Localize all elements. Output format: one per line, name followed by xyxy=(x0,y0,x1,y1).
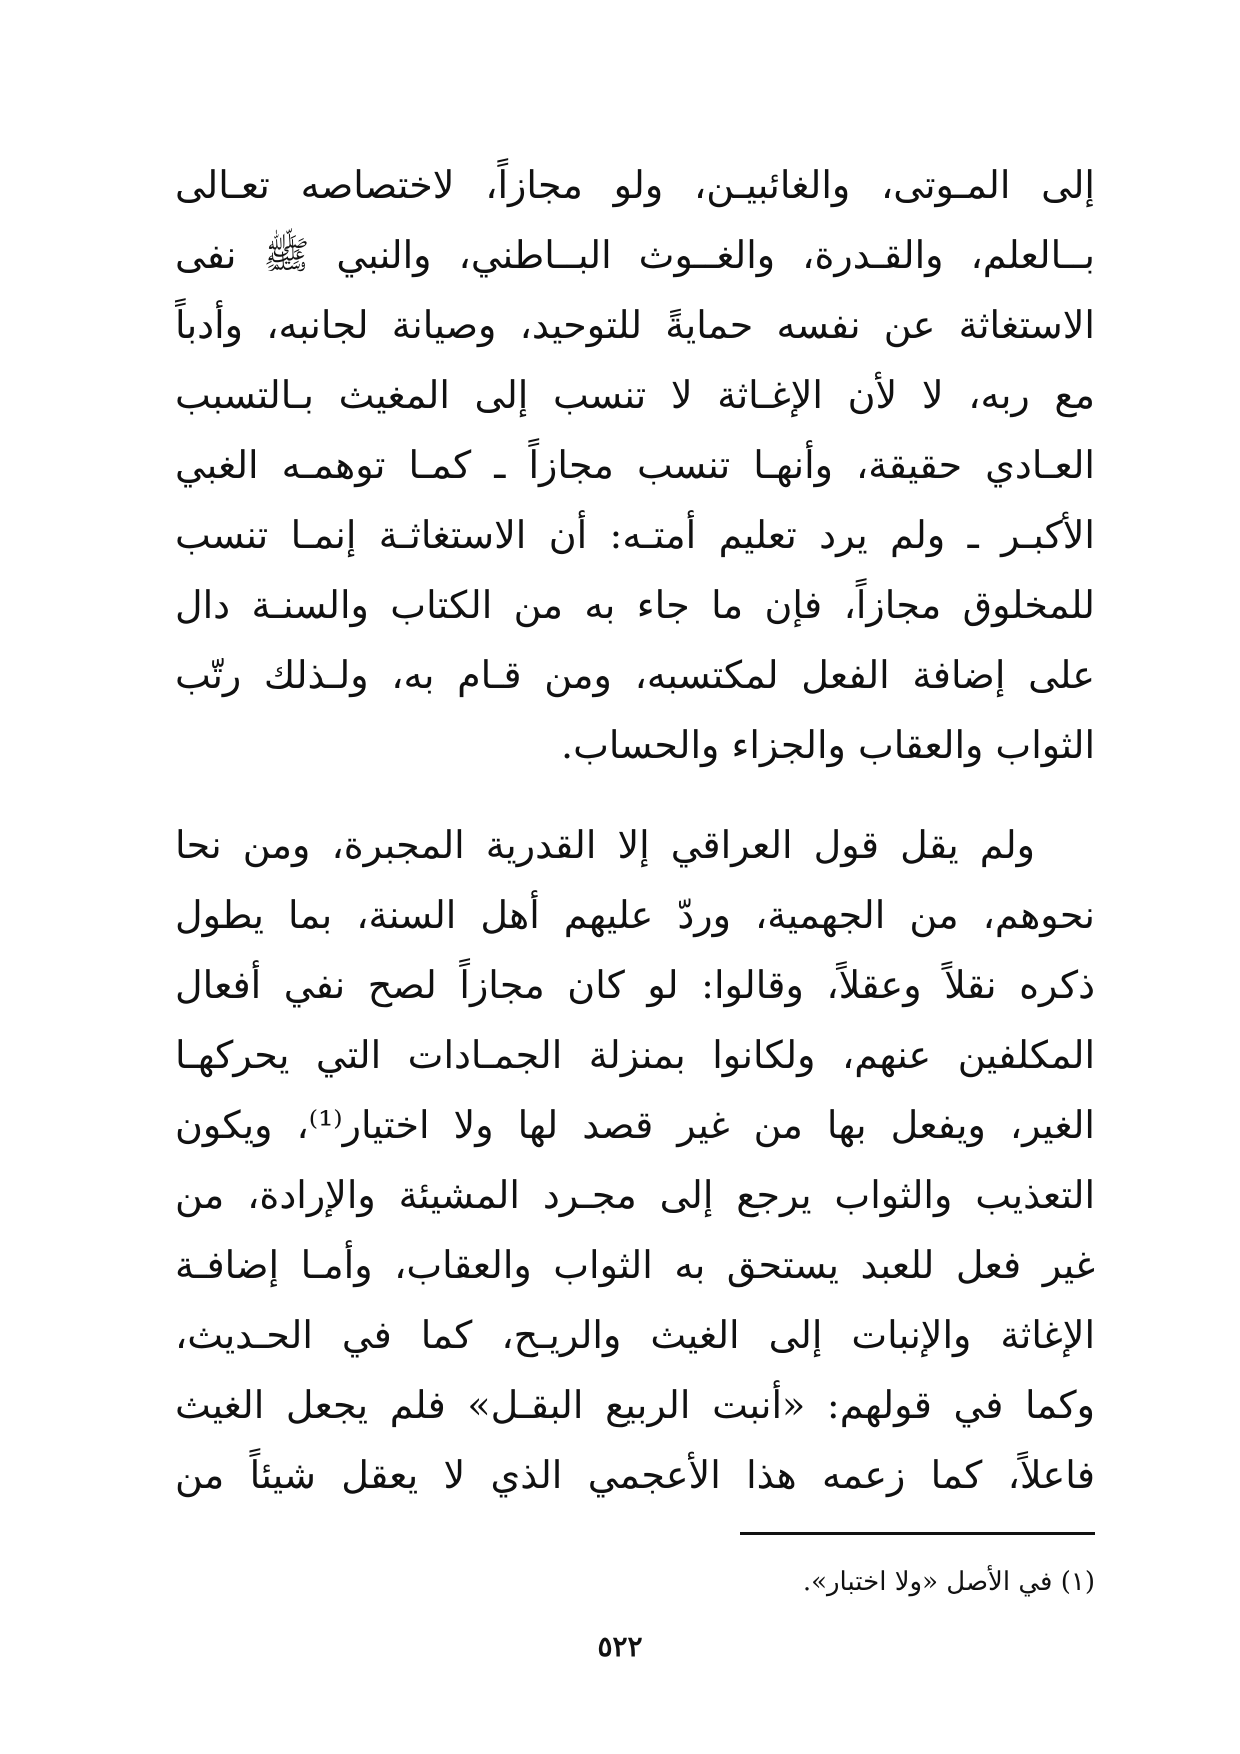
text-line: وكما في قولهم: «أنبت الربيع البقـل» فلم يجعل الغيث xyxy=(175,1383,1095,1427)
text-line: المكلفين عنهم، ولكانوا بمنزلة الجمـادات التي يحركهـا xyxy=(175,1033,1095,1077)
paragraph-2 xyxy=(175,810,1095,1510)
text-line: الغير، ويفعل بها من غير قصد لها ولا اختيار⁽¹⁾، ويكون xyxy=(175,1103,1095,1147)
text-line: فاعلاً، كما زعمه هذا الأعجمي الذي لا يعقل شيئاً من xyxy=(175,1453,1095,1497)
text-line: الإغاثة والإنبات إلى الغيث والريـح، كما في الحـديث، xyxy=(175,1313,1095,1357)
paragraph-1 xyxy=(175,150,1095,780)
text-line: ذكره نقلاً وعقلاً، وقالوا: لو كان مجازاً لصح نفي أفعال xyxy=(175,963,1095,1007)
text-line: العـادي حقيقة، وأنهـا تنسب مجازاً ـ كمـا توهمـه الغبي xyxy=(175,443,1095,487)
text-line: ولم يقل قول العراقي إلا القدرية المجبرة، ومن نحا xyxy=(175,823,1035,867)
page-number: ٥٢٢ xyxy=(597,1630,643,1663)
text-line: للمخلوق مجازاً، فإن ما جاء به من الكتاب والسنـة دال xyxy=(175,583,1095,627)
text-line: بــالعلم، والقـدرة، والغــوث البــاطني، والنبي ﷺ نفى xyxy=(175,233,1095,277)
text-line: الاستغاثة عن نفسه حمايةً للتوحيد، وصيانة لجانبه، وأدباً xyxy=(175,303,1095,347)
text-line: الثواب والعقاب والجزاء والحساب. xyxy=(561,723,1095,767)
text-line: نحوهم، من الجهمية، وردّ عليهم أهل السنة، بما يطول xyxy=(175,893,1095,937)
text-line: مع ربه، لا لأن الإغـاثة لا تنسب إلى المغيث بـالتسبب xyxy=(175,373,1095,417)
text-line: على إضافة الفعل لمكتسبه، ومن قـام به، ولـذلك رتّب xyxy=(175,653,1095,697)
text-line: إلى المـوتى، والغائبيـن، ولو مجازاً، لاختصاصه تعـالى xyxy=(175,163,1095,207)
text-line: الأكبـر ـ ولم يرد تعليم أمتـه: أن الاستغاثـة إنمـا تنسب xyxy=(175,513,1095,557)
text-line: التعذيب والثواب يرجع إلى مجـرد المشيئة والإرادة، من xyxy=(175,1173,1095,1217)
text-line: غير فعل للعبد يستحق به الثواب والعقاب، وأمـا إضافـة xyxy=(175,1243,1095,1287)
footnote-divider xyxy=(740,1532,1095,1535)
footnote: (١) في الأصل «ولا اختبار». xyxy=(802,1567,1095,1597)
